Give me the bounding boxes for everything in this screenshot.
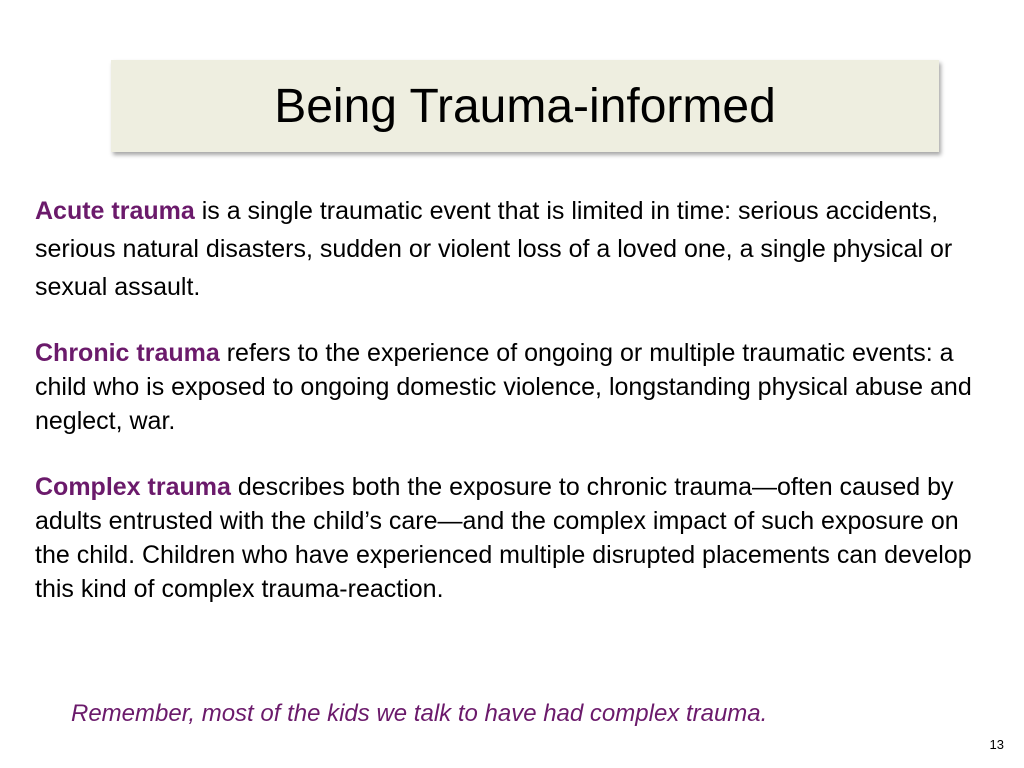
- paragraph-complex-trauma: [35, 470, 995, 606]
- definition-complex-trauma: describes both the exposure to chronic trauma—often caused by adults entrusted with the child’s care—and the complex impact of such exposure on the child. Children who have experienced multiple disrupted placements can develop this kind of complex trauma-reaction.: [35, 473, 972, 603]
- slide-number: 13: [989, 737, 1004, 752]
- term-chronic-trauma: Chronic trauma: [35, 339, 220, 367]
- paragraph-chronic-trauma: [35, 336, 995, 438]
- paragraph-acute-trauma: [35, 192, 995, 306]
- term-complex-trauma: Complex trauma: [35, 473, 231, 501]
- definition-chronic-trauma: refers to the experience of ongoing or multiple traumatic events: a child who is exposed to ongoing domestic violence, longstanding physical abuse and neglect, war.: [35, 339, 972, 435]
- title-box: [111, 60, 939, 152]
- definition-acute-trauma: is a single traumatic event that is limited in time: serious accidents, serious natural disasters, sudden or violent loss of a loved one, a single physical or sexual assault.: [35, 197, 953, 301]
- reminder-note: Remember, most of the kids we talk to have had complex trauma.: [71, 700, 768, 727]
- slide-title: Being Trauma-informed: [274, 79, 776, 133]
- term-acute-trauma: Acute trauma: [35, 197, 195, 225]
